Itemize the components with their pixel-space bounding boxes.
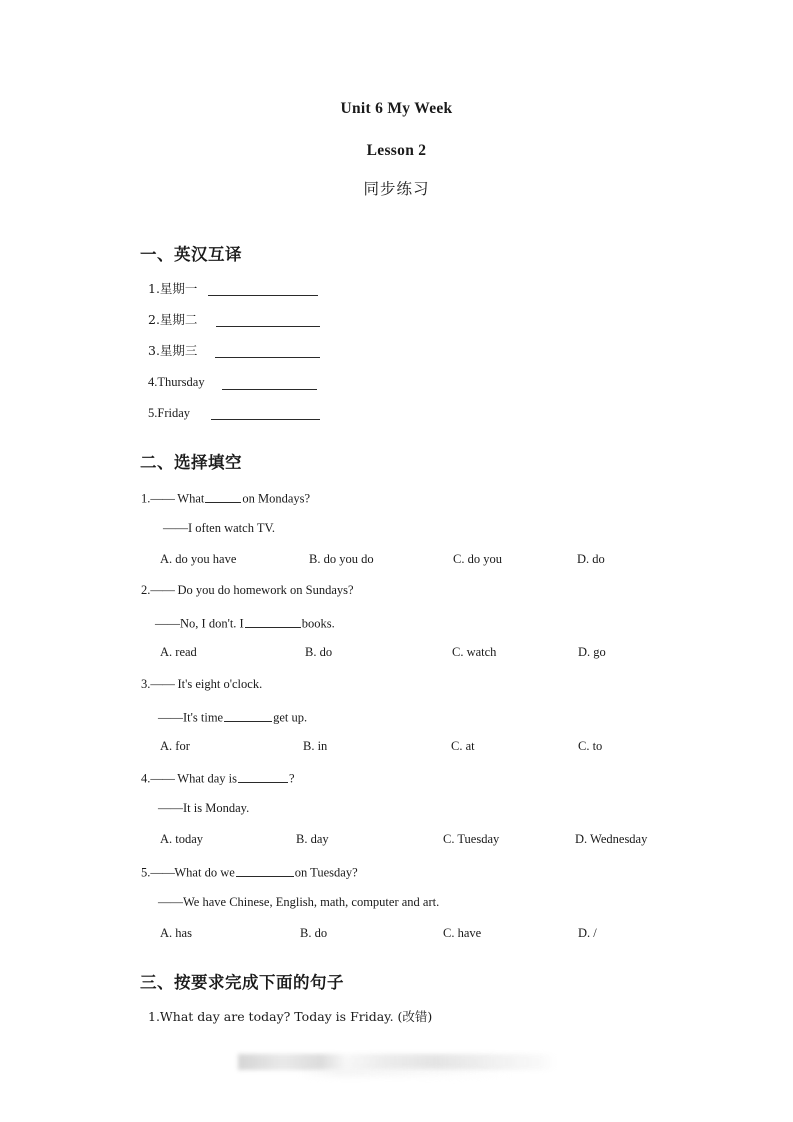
question-2-options — [0, 646, 793, 662]
question-5-stem-before: What do we — [174, 865, 235, 880]
question-3-option-c[interactable]: C. at — [451, 739, 475, 753]
question-5-stem-after: on Tuesday? — [294, 865, 358, 880]
question-1-blank[interactable] — [205, 490, 241, 503]
question-4-answer: ——It is Monday. — [158, 801, 250, 815]
question-1-options — [0, 553, 793, 569]
translation-item-2: 2.星期二 — [148, 312, 198, 327]
question-5-option-c[interactable]: C. have — [443, 926, 482, 940]
translation-item-5: 5.Friday — [148, 406, 191, 420]
question-1-stem-after: on Mondays? — [242, 491, 311, 506]
question-3-blank[interactable] — [224, 709, 272, 722]
question-5-stem — [141, 864, 358, 879]
question-1-option-c[interactable]: C. do you — [453, 552, 502, 566]
question-5-option-a[interactable]: A. has — [160, 926, 192, 940]
question-4-option-b[interactable]: B. day — [296, 832, 329, 846]
question-3-options — [0, 740, 793, 756]
question-5-answer: ——We have Chinese, English, math, computer and art. — [158, 895, 440, 909]
question-5-options — [0, 927, 793, 943]
lesson-subtitle: Lesson 2 — [366, 142, 427, 160]
question-3-number: 3. — [141, 677, 151, 691]
question-1-option-b[interactable]: B. do you do — [309, 552, 374, 566]
question-2-stem — [141, 584, 354, 597]
question-5-blank[interactable] — [236, 864, 294, 877]
question-4-stem-before: What day is — [174, 771, 237, 786]
question-4-stem — [141, 770, 295, 785]
section-heading-rewrite: 三、按要求完成下面的句子 — [140, 973, 344, 992]
question-2-blank[interactable] — [245, 615, 301, 628]
question-4-option-d[interactable]: D. Wednesday — [575, 832, 648, 846]
question-2-option-a[interactable]: A. read — [160, 645, 197, 659]
section-heading-multiple-choice: 二、选择填空 — [140, 453, 242, 472]
question-1-answer: ——I often watch TV. — [163, 521, 276, 535]
question-3-answer-after: get up. — [273, 710, 308, 725]
redacted-footer-strip-secondary — [300, 1068, 510, 1077]
question-2-option-d[interactable]: D. go — [578, 645, 606, 659]
question-1-dash: —— — [150, 491, 175, 506]
question-2-answer-after: books. — [301, 616, 335, 631]
question-1-number: 1. — [141, 491, 151, 506]
question-2-dash: —— — [150, 583, 175, 597]
question-1-option-a[interactable]: A. do you have — [160, 552, 237, 566]
section-heading-translation: 一、英汉互译 — [140, 245, 242, 264]
question-3-option-a[interactable]: A. for — [160, 739, 190, 753]
question-2-answer — [155, 615, 335, 630]
question-4-dash: —— — [150, 771, 175, 786]
translation-blank-4[interactable] — [222, 389, 317, 390]
question-3-dash: —— — [150, 677, 175, 691]
translation-blank-3[interactable] — [215, 357, 320, 358]
question-5-dash: —— — [150, 865, 175, 880]
translation-blank-2[interactable] — [216, 326, 320, 327]
question-3-answer — [158, 709, 307, 724]
translation-item-4: 4.Thursday — [148, 375, 205, 389]
exercise-subtitle: 同步练习 — [363, 180, 430, 199]
question-2-stem-before: Do you do homework on Sundays? — [174, 583, 354, 597]
question-2-number: 2. — [141, 583, 151, 597]
question-2-option-b[interactable]: B. do — [305, 645, 333, 659]
question-3-answer-before: ——It's time — [158, 710, 224, 725]
page-title: Unit 6 My Week — [340, 100, 453, 117]
title-block — [0, 100, 793, 198]
question-1-option-d[interactable]: D. do — [577, 552, 605, 566]
question-2-answer-before: ——No, I don't. I — [155, 616, 244, 631]
rewrite-item-1: 1.What day are today? Today is Friday. (改错) — [148, 1009, 433, 1024]
question-2-option-c[interactable]: C. watch — [452, 645, 497, 659]
question-4-option-a[interactable]: A. today — [160, 832, 204, 846]
question-5-option-d[interactable]: D. / — [578, 926, 597, 940]
question-4-blank[interactable] — [238, 770, 288, 783]
translation-blank-5[interactable] — [211, 419, 320, 420]
question-5-option-b[interactable]: B. do — [300, 926, 328, 940]
translation-item-1: 1.星期一 — [148, 281, 198, 296]
translation-blank-1[interactable] — [208, 295, 318, 296]
question-3-option-b[interactable]: B. in — [303, 739, 328, 753]
question-3-stem-before: It's eight o'clock. — [174, 677, 263, 691]
question-1-stem-before: What — [174, 491, 205, 506]
question-5-number: 5. — [141, 865, 151, 880]
question-1-stem — [141, 490, 310, 505]
question-4-options — [0, 833, 793, 849]
question-3-option-d[interactable]: C. to — [578, 739, 603, 753]
question-4-number: 4. — [141, 771, 151, 786]
question-3-stem — [141, 678, 262, 691]
question-4-option-c[interactable]: C. Tuesday — [443, 832, 500, 846]
question-4-stem-after: ? — [288, 771, 295, 786]
translation-item-3: 3.星期三 — [148, 343, 198, 358]
